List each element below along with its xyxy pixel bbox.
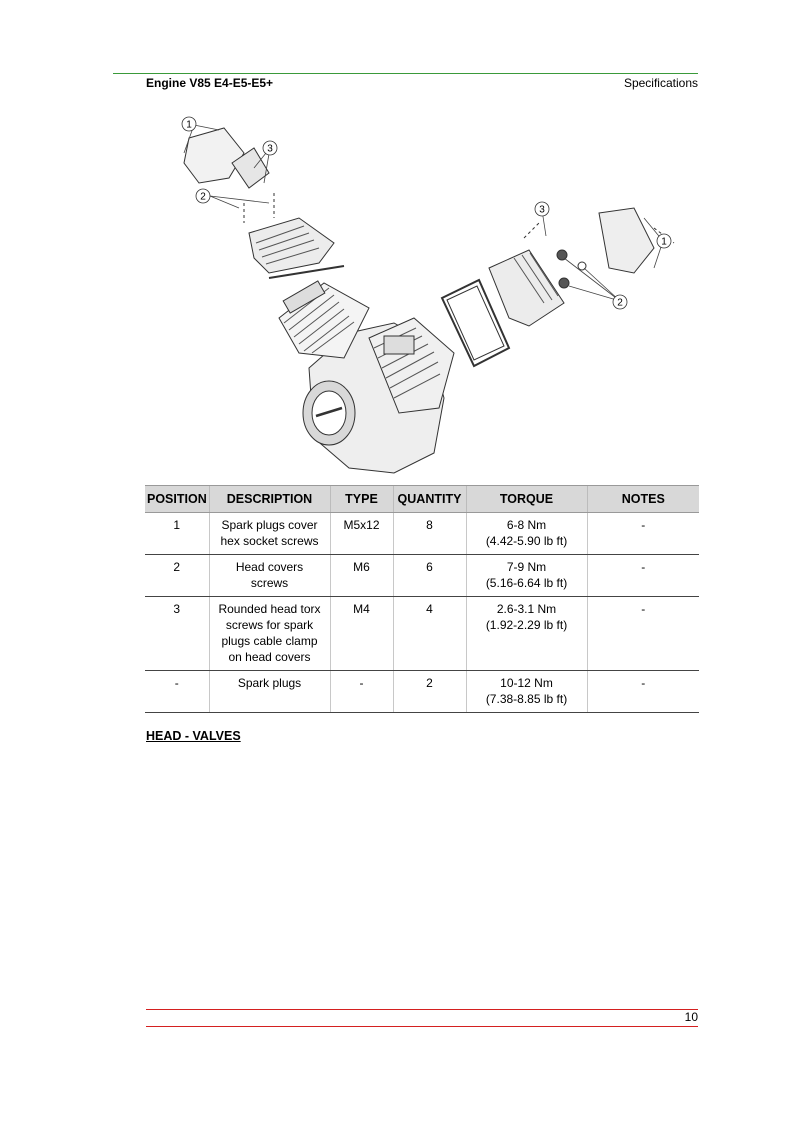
cell-torque (466, 597, 587, 671)
cell-description (209, 671, 330, 713)
table-row (145, 555, 699, 597)
column-header-quantity: QUANTITY (393, 486, 466, 513)
fastener-torque-table (145, 485, 699, 713)
torque-lbft: (5.16-6.64 lb ft) (485, 576, 568, 590)
table-row (145, 513, 699, 555)
cell-quantity: 4 (393, 597, 466, 671)
description-line: screws (250, 576, 289, 590)
callout-3-right: 3 (539, 204, 545, 216)
torque-lbft: (1.92-2.29 lb ft) (485, 618, 568, 632)
exploded-engine-head-cover-diagram (144, 108, 700, 486)
document-title: Engine V85 E4-E5-E5+ (146, 76, 274, 90)
callout-1-left: 1 (186, 119, 192, 131)
column-header-description: DESCRIPTION (209, 486, 330, 513)
cell-position: - (145, 671, 209, 713)
cell-description (209, 597, 330, 671)
torque-lbft: (4.42-5.90 lb ft) (485, 534, 568, 548)
cell-quantity: 6 (393, 555, 466, 597)
table-row (145, 671, 699, 713)
description-line: Head covers (235, 560, 304, 574)
cell-position: 2 (145, 555, 209, 597)
page-number: 10 (684, 1010, 698, 1024)
cell-position: 3 (145, 597, 209, 671)
description-line: hex socket screws (220, 534, 319, 548)
cell-position: 1 (145, 513, 209, 555)
cell-quantity: 2 (393, 671, 466, 713)
cell-description (209, 555, 330, 597)
cell-notes: - (587, 555, 699, 597)
callout-2-right: 2 (617, 297, 623, 309)
table-row (145, 597, 699, 671)
footer-rule-top (146, 1009, 698, 1010)
callout-3-left: 3 (267, 143, 273, 155)
torque-nm: 7-9 Nm (506, 560, 547, 574)
header-rule (113, 73, 698, 74)
cell-quantity: 8 (393, 513, 466, 555)
table-header-row (145, 486, 699, 513)
callout-1-right: 1 (661, 236, 667, 248)
column-header-type: TYPE (330, 486, 393, 513)
description-line: Spark plugs cover (221, 518, 318, 532)
cell-torque (466, 555, 587, 597)
right-head-cover-drawing (442, 208, 674, 366)
torque-nm: 6-8 Nm (506, 518, 547, 532)
cell-type: M6 (330, 555, 393, 597)
footer-rule-bottom (146, 1026, 698, 1027)
torque-nm: 2.6-3.1 Nm (496, 602, 557, 616)
engine-block-drawing (279, 281, 454, 473)
description-line: Spark plugs (237, 676, 302, 690)
torque-lbft: (7.38-8.85 lb ft) (485, 692, 568, 706)
cell-type: M5x12 (330, 513, 393, 555)
section-subheading: HEAD - VALVES (146, 729, 241, 743)
cell-type: - (330, 671, 393, 713)
torque-nm: 10-12 Nm (500, 676, 553, 690)
cell-description (209, 513, 330, 555)
description-line: on head covers (228, 650, 311, 664)
cell-torque (466, 671, 587, 713)
cell-torque (466, 513, 587, 555)
column-header-torque: TORQUE (466, 486, 587, 513)
cell-notes: - (587, 671, 699, 713)
column-header-position: POSITION (145, 486, 209, 513)
description-line: plugs cable clamp (221, 634, 318, 648)
cell-notes: - (587, 513, 699, 555)
cell-type: M4 (330, 597, 393, 671)
column-header-notes: NOTES (587, 486, 699, 513)
section-label: Specifications (623, 76, 698, 90)
description-line: Rounded head torx (218, 602, 321, 616)
cell-notes: - (587, 597, 699, 671)
callout-2-left: 2 (200, 191, 206, 203)
description-line: screws for spark (225, 618, 314, 632)
